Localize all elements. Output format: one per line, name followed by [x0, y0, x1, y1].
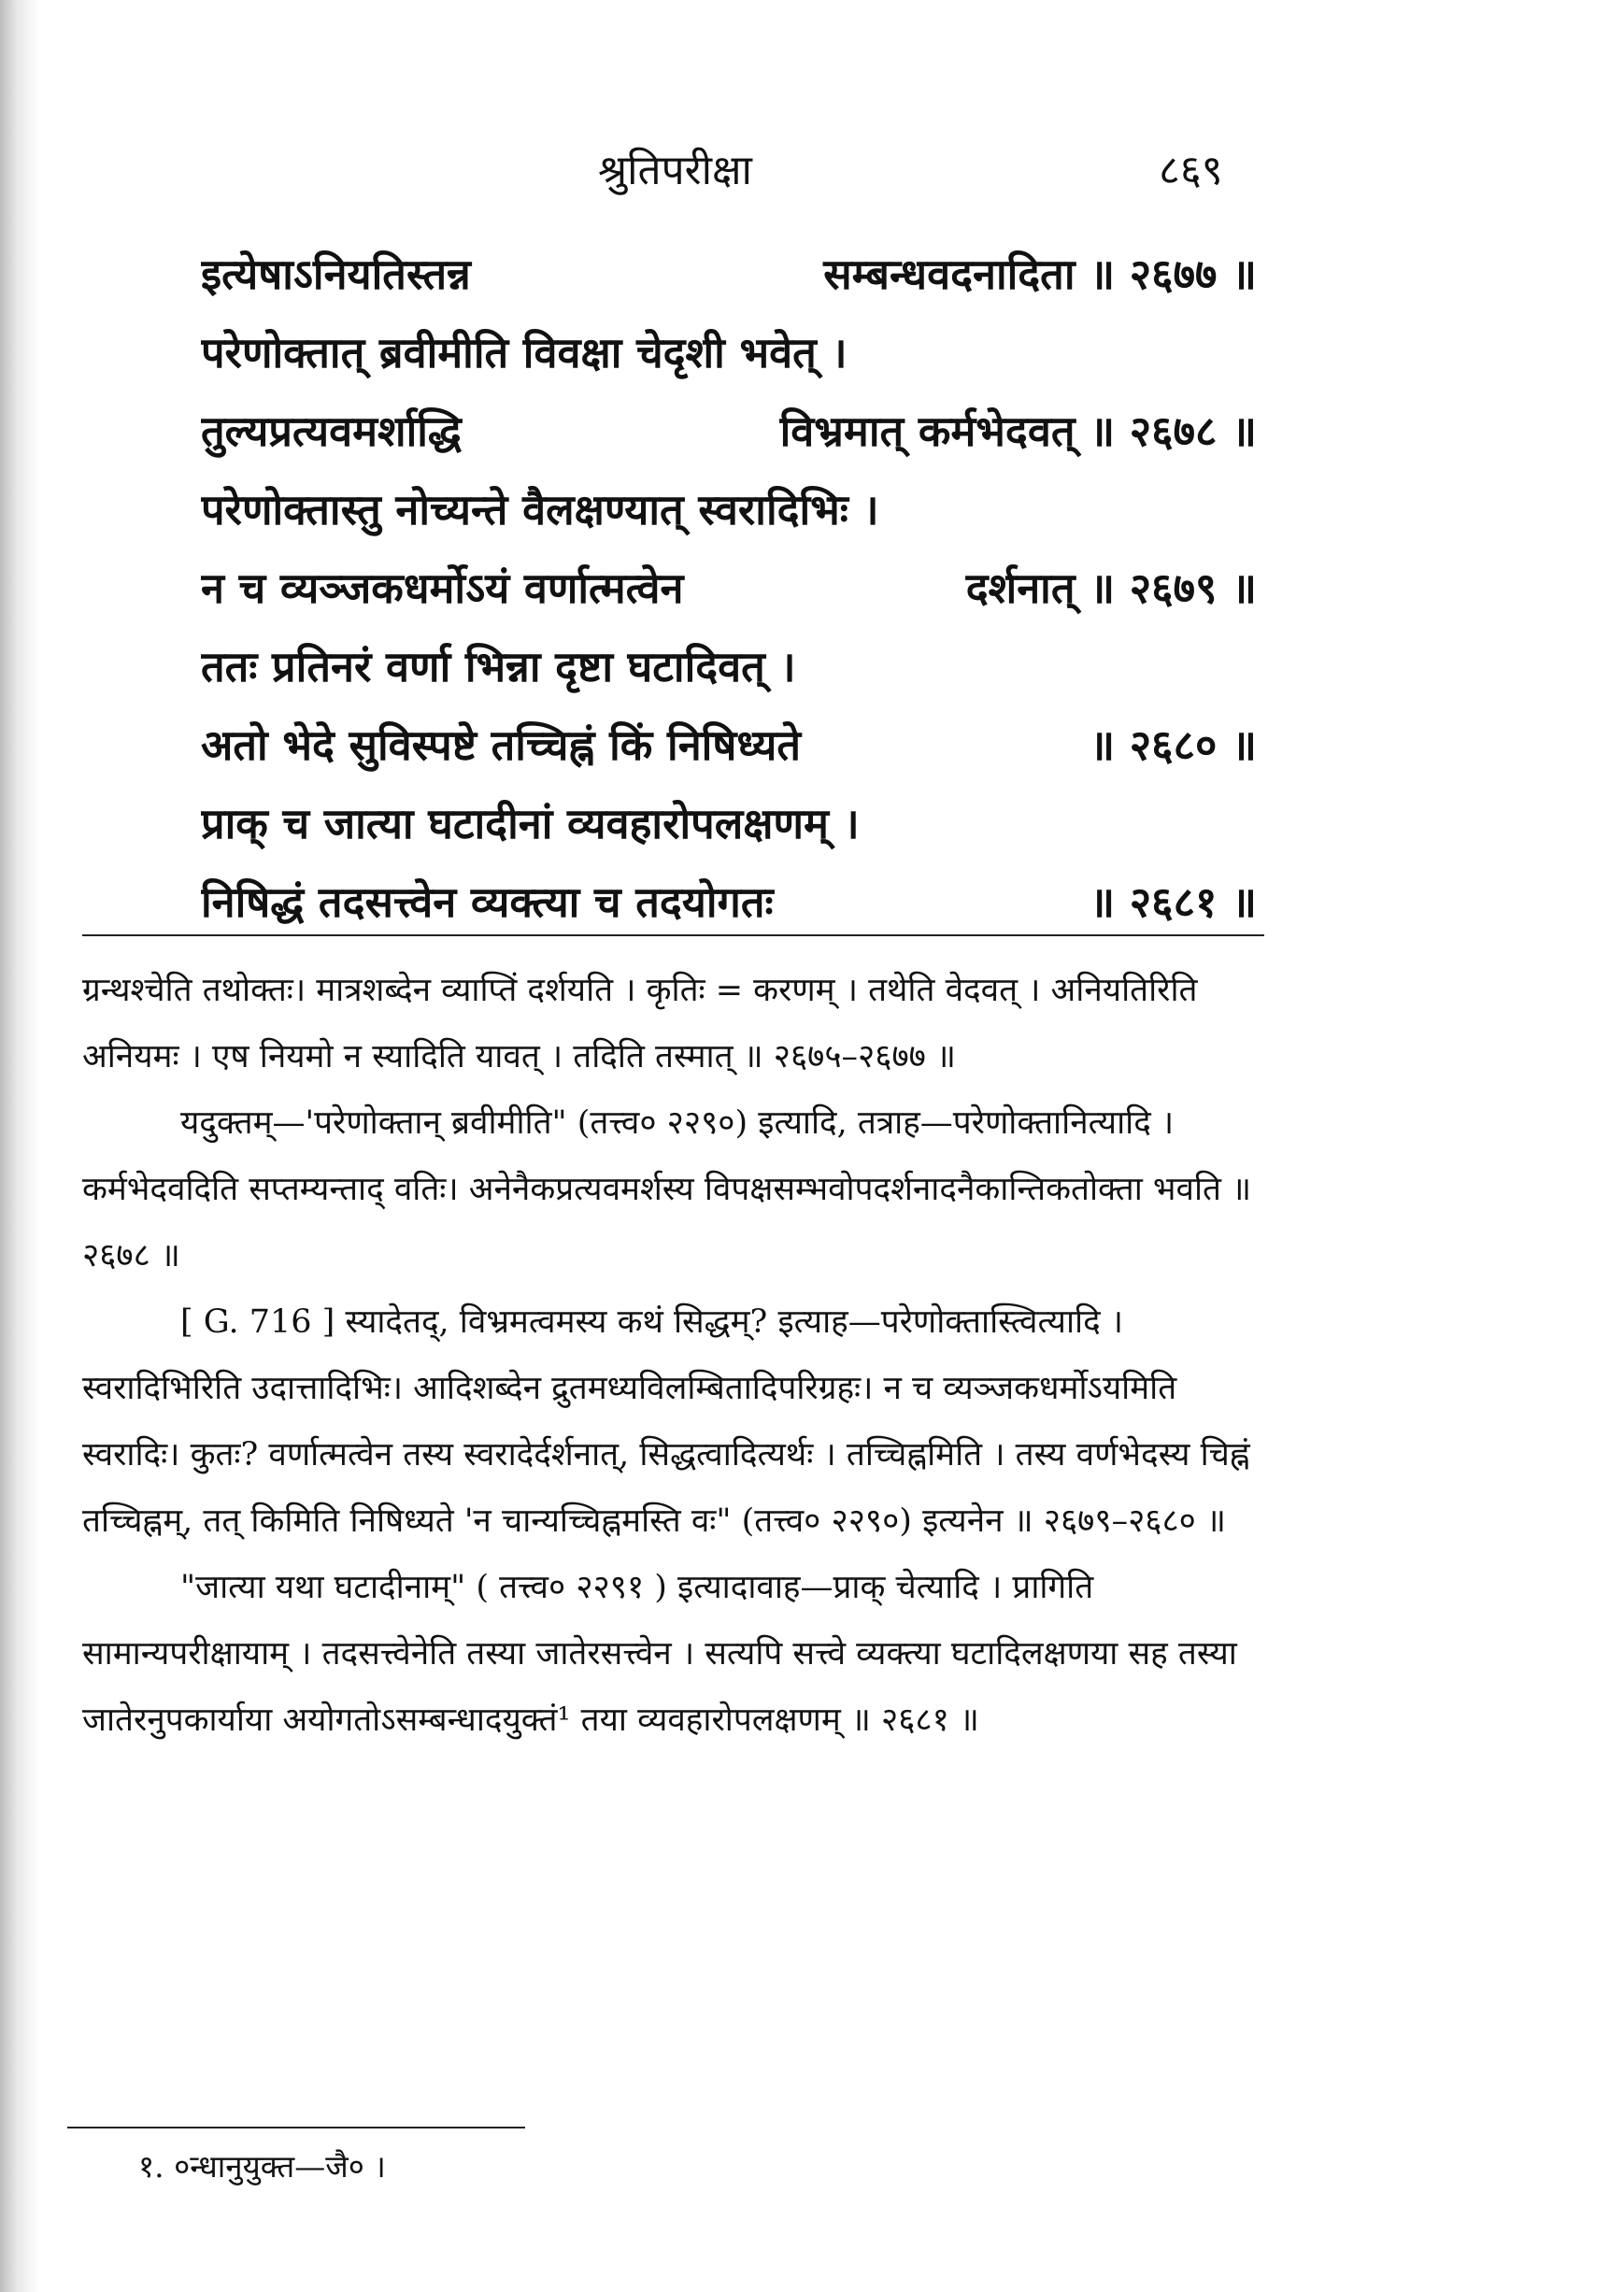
verse-text: निषिद्धं तदसत्त्वेन व्यक्त्या च तदयोगतः — [201, 876, 774, 927]
verse-line — [201, 783, 1257, 861]
verse-number: ॥ २६८० ॥ — [1090, 719, 1257, 770]
verse-number: ॥ २६८१ ॥ — [1090, 876, 1257, 927]
page-header — [0, 140, 1624, 206]
verse-line — [201, 626, 1257, 705]
verse-line — [201, 705, 1257, 783]
verse-text: परेणोक्तास्तु नोच्यन्ते वैलक्षण्यात् स्वरादिभिः । — [201, 484, 879, 534]
footnote: १. ०न्धानुयुक्त—जै० । — [138, 2148, 386, 2185]
verse-line — [201, 548, 1257, 626]
verse-text: प्राक् च जात्या घटादीनां व्यवहारोपलक्षणम् । — [201, 798, 860, 848]
verse-text: तुल्यप्रत्यवमर्शाद्धि — [201, 406, 462, 456]
footnote-divider — [67, 2127, 525, 2128]
verse-line — [201, 861, 1257, 940]
page-binding-edge — [0, 0, 39, 2292]
verse-text: परेणोक्तात् ब्रवीमीति विवक्षा चेदृशी भवेत् । — [201, 327, 848, 377]
verse-line — [201, 391, 1257, 469]
verse-number: विभ्रमात् कर्मभेदवत् ॥ २६७८ ॥ — [779, 406, 1257, 456]
running-title: श्रुतिपरीक्षा — [598, 147, 752, 194]
verse-line — [201, 469, 1257, 548]
commentary-paragraph: "जात्या यथा घटादीनाम्" ( तत्त्व० २२९१ ) इत्यादावाह—प्राक् चेत्यादि । प्रागिति सामान्यपरीक्षायाम् । तदसत्त्वेनेति तस्या जातेरसत्त्वेन । सत्यपि सत्त्वे व्यक्त्या घटादिलक्षणया सह तस्या जातेरनुपकार्याया अयोगतोऽसम्बन्धादयुक्तं¹ तया व्यवहारोपलक्षणम् ॥ २६८१ ॥ — [82, 1569, 1237, 1739]
verse-block — [201, 234, 1257, 940]
verse-text: न च व्यञ्जकधर्मोऽयं वर्णात्मत्वेन — [201, 562, 684, 613]
commentary-paragraph: [ G. 716 ] स्यादेतद्, विभ्रमत्वमस्य कथं सिद्धम्? इत्याह—परेणोक्तास्त्वित्यादि । स्वरादिभिरिति उदात्तादिभिः। आदिशब्देन द्रुतमध्यविलम्बितादिपरिग्रहः। न च व्यञ्जकधर्मोऽयमिति स्वरादिः। कुतः? वर्णात्मत्वेन तस्य स्वरादेर्दर्शनात्, सिद्धत्वादित्यर्थः । तच्चिह्नमिति । तस्य वर्णभेदस्य चिह्नं तच्चिह्नम्, तत् किमिति निषिध्यते 'न चान्यच्चिह्नमस्ति वः" (तत्त्व० २२९०) इत्यनेन ॥ २६७९–२६८० ॥ — [82, 1303, 1250, 1540]
verse-number: सम्बन्धवदनादिता ॥ २६७७ ॥ — [823, 249, 1257, 299]
verse-number: दर्शनात् ॥ २६७९ ॥ — [965, 562, 1257, 613]
verse-text: अतो भेदे सुविस्पष्टे तच्चिह्नं किं निषिध्यते — [201, 719, 802, 770]
verse-commentary-divider — [82, 934, 1264, 936]
page-number: ८६९ — [1159, 147, 1223, 194]
verse-line — [201, 312, 1257, 391]
commentary-paragraph: यदुक्तम्—'परेणोक्तान् ब्रवीमीति" (तत्त्व० २२९०) इत्यादि, तत्राह—परेणोक्तानित्यादि । कर्मभेदवदिति सप्तम्यन्ताद् वतिः। अनेनैकप्रत्यवमर्शस्य विपक्षसम्भवोपदर्शनादनैकान्तिकतोक्ता भवति ॥ २६७८ ॥ — [82, 1104, 1252, 1274]
verse-text: ततः प्रतिनरं वर्णा भिन्ना दृष्टा घटादिवत् । — [201, 641, 796, 691]
commentary-block — [82, 958, 1264, 1754]
commentary-paragraph: ग्रन्थश्चेति तथोक्तः। मात्रशब्देन व्याप्तिं दर्शयति । कृतिः = करणम् । तथेति वेदवत् । अनियतिरिति अनियमः । एष नियमो न स्यादिति यावत् । तदिति तस्मात् ॥ २६७५–२६७७ ॥ — [82, 972, 1198, 1075]
verse-line — [201, 234, 1257, 312]
verse-text: इत्येषाऽनियतिस्तन्न — [201, 249, 471, 299]
